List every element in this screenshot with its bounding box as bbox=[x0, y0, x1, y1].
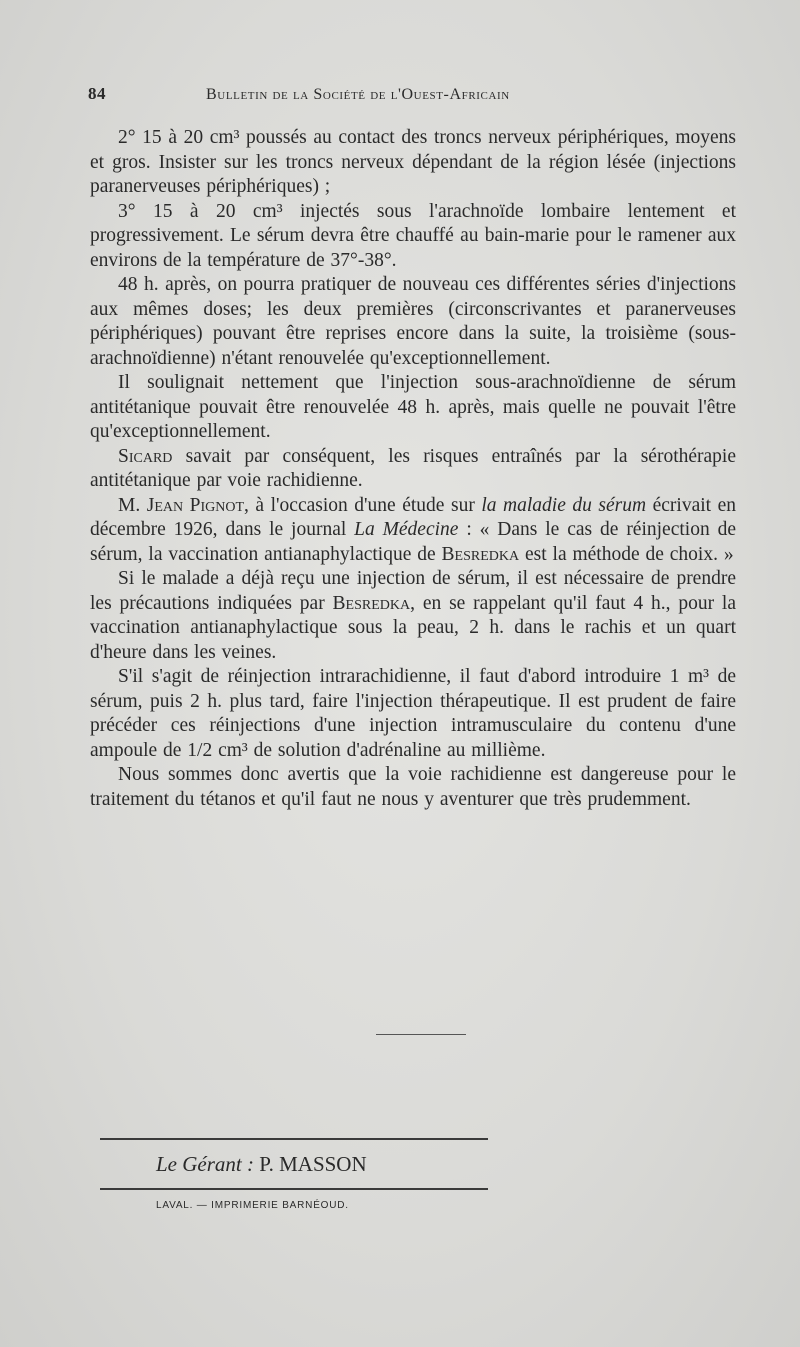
journal-title: La Médecine bbox=[354, 519, 459, 540]
paragraph-8-text: S'il s'agit de réinjection intrarachidienne, il faut d'abord introduire 1 m³ de sérum, puis 2 h. plus tard, faire l'injection thérapeutique. Il est prudent de faire précéder ces réinjections d'une injection intramusculaire du contenu d'une ampoule de 1/2 cm³ de solution d'adrénaline au millième. bbox=[90, 666, 736, 761]
section-divider bbox=[376, 1034, 466, 1035]
paragraph-6-text-c: : « Dans le cas de réinjection de sérum, la vaccination antianaphylactique de bbox=[90, 519, 736, 565]
paragraph-6-text-d: est la méthode de choix. » bbox=[519, 543, 734, 565]
body-text bbox=[90, 126, 736, 812]
paragraph-5-text: savait par conséquent, les risques entraînés par la sérothérapie antitétanique par voie rachidienne. bbox=[90, 445, 736, 491]
paragraph-1 bbox=[90, 126, 736, 200]
paragraph-7 bbox=[90, 567, 736, 665]
paragraph-6-text-a: , à l'occasion d'une étude sur bbox=[244, 494, 482, 516]
author-name-sicard: Sicard bbox=[118, 445, 173, 467]
paragraph-6-pre: M. bbox=[118, 494, 147, 516]
gerant-name: P. MASSON bbox=[259, 1152, 367, 1176]
paragraph-2 bbox=[90, 200, 736, 274]
paragraph-9-text: Nous sommes donc avertis que la voie rachidienne est dangereuse pour le traitement du tétanos et qu'il faut ne nous y aventurer que très prudemment. bbox=[90, 764, 736, 810]
paragraph-7-text-a: Si le malade a déjà reçu une injection de sérum, il est nécessaire de prendre les précautions indiquées par bbox=[90, 568, 736, 614]
paragraph-8 bbox=[90, 665, 736, 763]
paragraph-4 bbox=[90, 371, 736, 445]
author-name-besredka: Besredka bbox=[441, 543, 520, 565]
gerant-line bbox=[156, 1152, 367, 1177]
paragraph-7-text-b: , en se rappelant qu'il faut 4 h., pour la vaccination antianaphylactique sous la peau, 2 h. dans le rachis et un quart d'heure dans les veines. bbox=[90, 592, 736, 663]
author-name-besredka-2: Besredka bbox=[332, 592, 411, 614]
paragraph-9 bbox=[90, 763, 736, 812]
paragraph-4-text: Il soulignait nettement que l'injection sous-arachnoïdienne de sérum antitétanique pouvait être renouvelée 48 h. après, mais quelle ne pouvait l'être qu'exceptionnellement. bbox=[90, 372, 736, 442]
footer-rule-bottom bbox=[100, 1188, 488, 1190]
paragraph-1-text: 2° 15 à 20 cm³ poussés au contact des troncs nerveux périphériques, moyens et gros. Insister sur les troncs nerveux dépendant de la région lésée (injections paranerveuses périphériques) ; bbox=[90, 127, 736, 197]
paragraph-5 bbox=[90, 445, 736, 494]
page-number: 84 bbox=[88, 84, 106, 103]
paragraph-6 bbox=[90, 494, 736, 568]
running-head: Bulletin de la Société de l'Ouest-Africain bbox=[206, 86, 510, 103]
paragraph-2-text: 3° 15 à 20 cm³ injectés sous l'arachnoïde lombaire lentement et progressivement. Le sérum devra être chauffé au bain-marie pour le ramener aux environs de la température de 37°-38°. bbox=[90, 200, 736, 271]
gerant-label: Le Gérant : bbox=[156, 1152, 254, 1176]
paragraph-3 bbox=[90, 273, 736, 371]
author-name-pignot: Jean Pignot bbox=[146, 494, 245, 516]
paragraph-3-text: 48 h. après, on pourra pratiquer de nouveau ces différentes séries d'injections aux mêmes doses; les deux premières (circonscrivantes et paranerveuses périphériques) pouvant être reprises encore dans la suite, la troisième (sous-arachnoïdienne) n'étant renouvelée qu'exceptionnellement. bbox=[90, 274, 736, 369]
paragraph-6-text-b: écrivait en décembre 1926, dans le journal bbox=[90, 494, 736, 540]
footer-rule-top bbox=[100, 1138, 488, 1140]
study-title: la maladie du sérum bbox=[481, 494, 647, 516]
printer-imprint: LAVAL. — IMPRIMERIE BARNÉOUD. bbox=[156, 1200, 349, 1211]
page-header bbox=[88, 84, 728, 114]
